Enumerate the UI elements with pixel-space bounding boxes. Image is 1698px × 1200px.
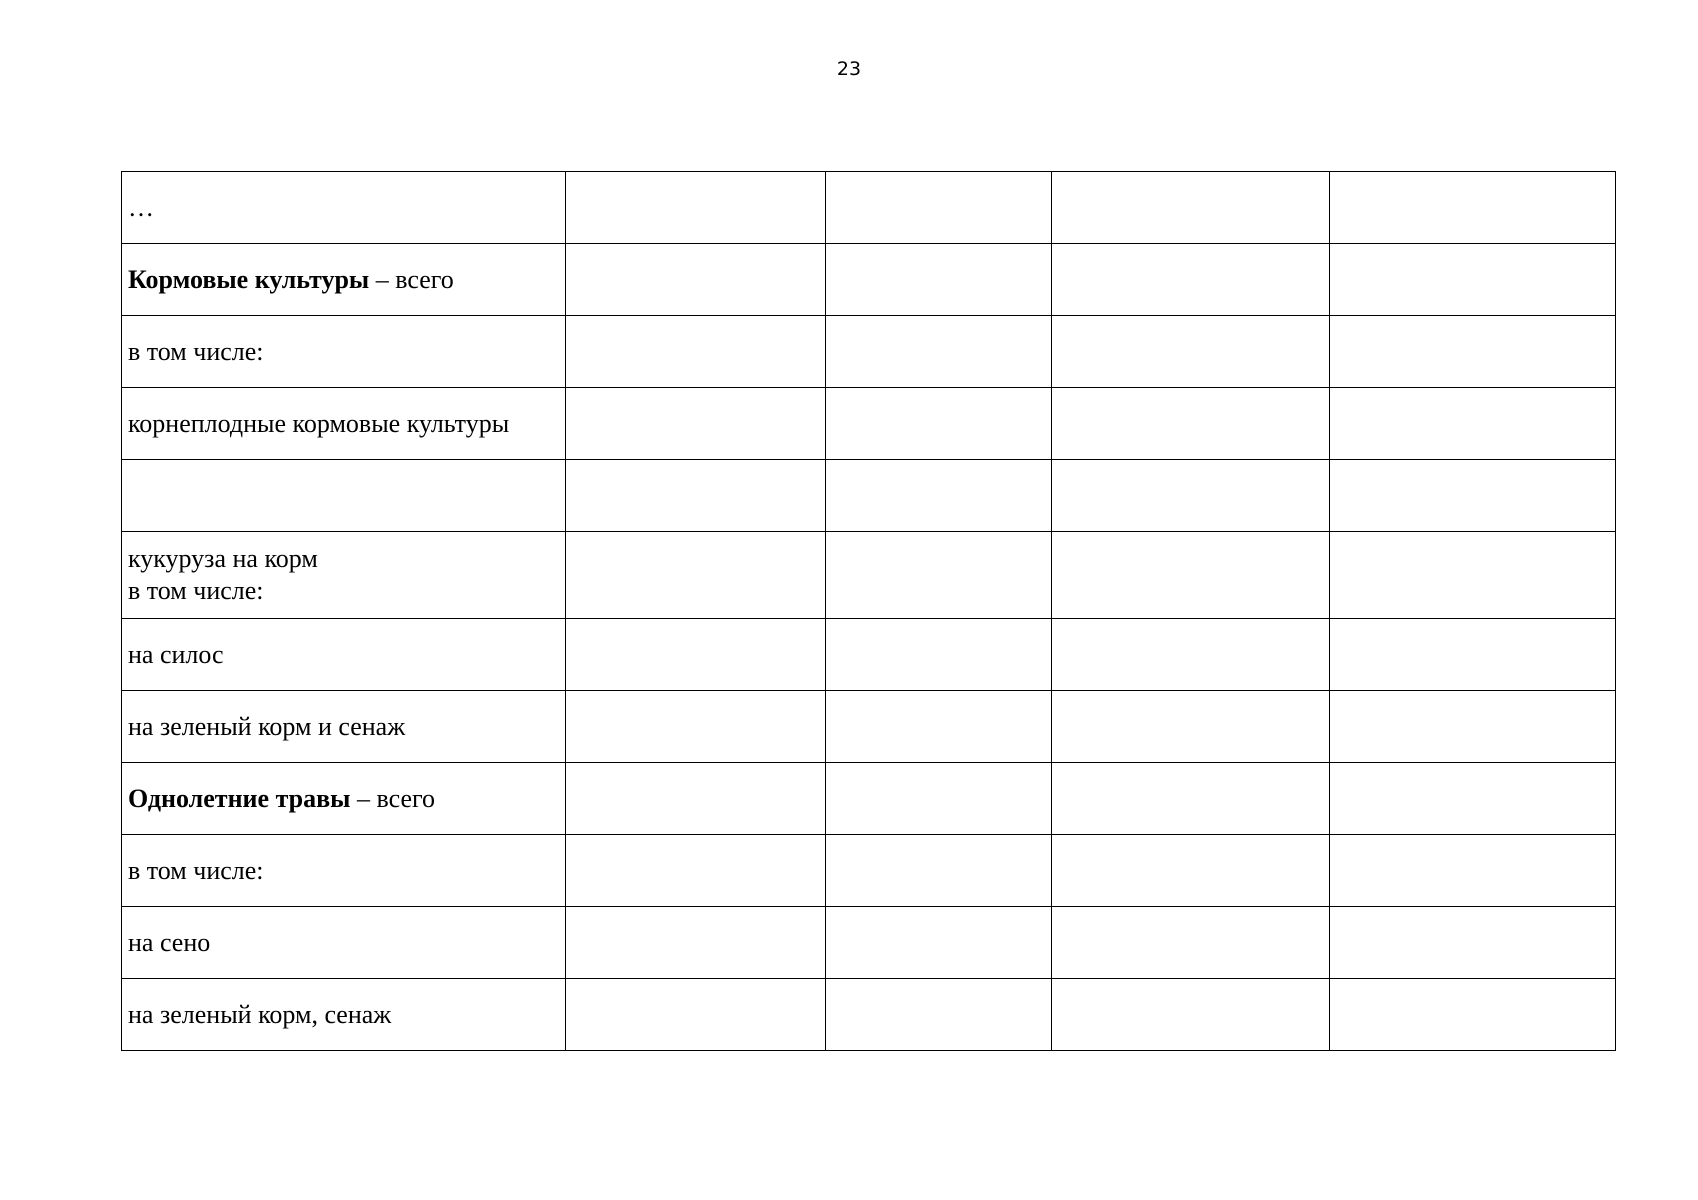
crop-table: [121, 171, 1616, 1051]
table-cell: [566, 388, 826, 460]
page-number: 23: [836, 58, 862, 80]
row-label: в том числе:: [128, 855, 264, 885]
table-cell: [566, 316, 826, 388]
table-cell: [826, 763, 1052, 835]
row-label: – всего: [350, 783, 436, 813]
row-label-cell: [122, 619, 566, 691]
table-cell: [1330, 172, 1616, 244]
table-row: [122, 316, 1616, 388]
table-cell: [826, 388, 1052, 460]
table-cell: [1330, 907, 1616, 979]
table-cell: [1052, 532, 1330, 619]
table-row: [122, 388, 1616, 460]
table-cell: [826, 460, 1052, 532]
table-cell: [1330, 763, 1616, 835]
table-row: [122, 244, 1616, 316]
table-cell: [1052, 244, 1330, 316]
table-row: [122, 460, 1616, 532]
table-cell: [1330, 388, 1616, 460]
row-label-cell: [122, 172, 566, 244]
table-cell: [1330, 835, 1616, 907]
table-cell: [1330, 460, 1616, 532]
table-cell: [1052, 460, 1330, 532]
table-cell: [566, 244, 826, 316]
table-cell: [1052, 619, 1330, 691]
table-row: [122, 979, 1616, 1051]
table-cell: [1052, 907, 1330, 979]
row-label: корнеплодные кормовые культуры: [128, 408, 510, 438]
row-label-bold: Однолетние травы: [128, 783, 351, 813]
table-cell: [826, 907, 1052, 979]
table-cell: [826, 316, 1052, 388]
table-row: [122, 835, 1616, 907]
table-cell: [1052, 835, 1330, 907]
table-row: [122, 907, 1616, 979]
table-cell: [1330, 244, 1616, 316]
table-cell: [1330, 316, 1616, 388]
row-label: на зеленый корм, сенаж: [128, 999, 392, 1029]
table-cell: [1330, 532, 1616, 619]
table-cell: [1052, 763, 1330, 835]
table-cell: [1052, 388, 1330, 460]
row-label: на зеленый корм и сенаж: [128, 711, 406, 741]
table-cell: [566, 763, 826, 835]
table-cell: [826, 619, 1052, 691]
row-label: в том числе:: [128, 336, 264, 366]
table-cell: [826, 835, 1052, 907]
table-cell: [826, 691, 1052, 763]
table-cell: [566, 835, 826, 907]
row-label-cell: [122, 835, 566, 907]
table-cell: [566, 619, 826, 691]
row-label: на силос: [128, 639, 224, 669]
row-label-cell: [122, 388, 566, 460]
row-label-cell: [122, 763, 566, 835]
table-cell: [566, 907, 826, 979]
table-cell: [1330, 619, 1616, 691]
table-cell: [826, 979, 1052, 1051]
table-row: [122, 691, 1616, 763]
table-cell: [1052, 691, 1330, 763]
table-cell: [566, 172, 826, 244]
row-label-cell: [122, 907, 566, 979]
row-label: …: [128, 192, 154, 222]
row-label-bold: Кормовые культуры: [128, 264, 370, 294]
table-cell: [1330, 691, 1616, 763]
row-label-cell: [122, 316, 566, 388]
row-label-cell: [122, 691, 566, 763]
row-label: кукуруза на корм в том числе:: [128, 544, 318, 605]
table-cell: [566, 532, 826, 619]
table-cell: [826, 244, 1052, 316]
table-cell: [566, 979, 826, 1051]
table-cell: [1052, 979, 1330, 1051]
table-cell: [826, 532, 1052, 619]
row-label-cell: [122, 460, 566, 532]
table-cell: [1052, 316, 1330, 388]
table-row: [122, 172, 1616, 244]
table-row: [122, 532, 1616, 619]
table-row: [122, 619, 1616, 691]
table-cell: [826, 172, 1052, 244]
table-cell: [566, 460, 826, 532]
row-label-cell: [122, 979, 566, 1051]
table-cell: [1330, 979, 1616, 1051]
row-label: на сено: [128, 927, 211, 957]
row-label: – всего: [369, 264, 454, 294]
row-label-cell: [122, 244, 566, 316]
table-cell: [566, 691, 826, 763]
table-cell: [1052, 172, 1330, 244]
table-row: [122, 763, 1616, 835]
row-label-cell: [122, 532, 566, 619]
